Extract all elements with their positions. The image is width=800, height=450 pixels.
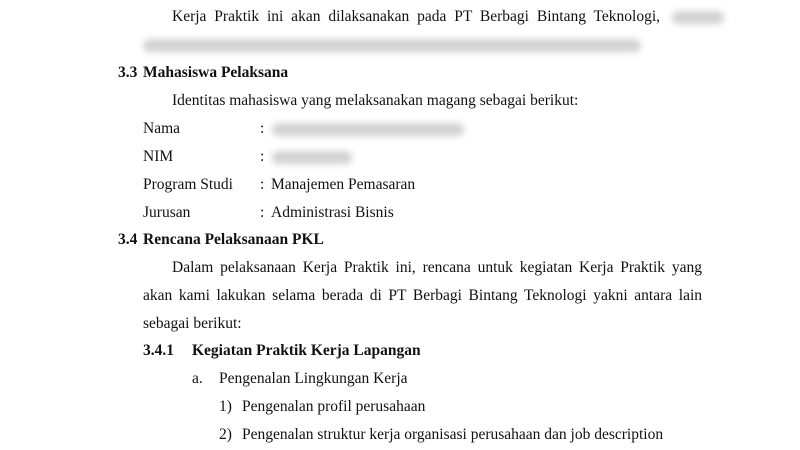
sublist-marker-text: 1) [219,398,232,415]
field-label: Nama [143,120,181,137]
section-title [143,230,324,250]
field-value: Administrasi Bisnis [271,204,394,221]
paragraph-line [172,258,702,278]
field-label-program-studi [143,175,233,195]
redacted-text [672,11,724,24]
sublist-item [242,425,663,445]
field-colon: : [260,204,265,221]
paragraph-line [172,7,660,27]
section-heading [118,230,137,250]
subsection-title-text: Kegiatan Praktik Kerja Lapangan [192,342,421,359]
paragraph-text: Dalam pelaksanaan Kerja Praktik ini, rencana untuk kegiatan Kerja Praktik yang [172,259,702,276]
field-label: Jurusan [143,204,191,221]
field-colon: : [260,120,265,137]
sublist-marker [219,397,232,417]
section-title-text: Mahasiswa Pelaksana [143,64,289,81]
paragraph-line [143,314,242,334]
field-value-jurusan [271,203,394,223]
list-marker-text: a. [192,370,203,387]
section-title-text: Rencana Pelaksanaan PKL [143,231,324,248]
section-title [143,63,288,83]
section-heading [118,63,137,83]
field-label: NIM [143,148,174,165]
redacted-name [272,123,464,136]
sublist-item-text: Pengenalan profil perusahaan [242,398,426,415]
sublist-item-text: Pengenalan struktur kerja organisasi perusahaan dan job description [242,426,664,443]
redacted-nim [272,151,352,164]
list-marker [192,369,203,389]
field-value: Manajemen Pemasaran [271,176,416,193]
subsection-title [192,341,421,361]
paragraph-line [143,286,702,306]
sublist-marker-text: 2) [219,426,232,443]
field-value-program-studi [271,175,415,195]
field-label: Program Studi [143,176,233,193]
list-item [219,369,408,389]
intro-text-content: Identitas mahasiswa yang melaksanakan magang sebagai berikut: [172,92,579,109]
subsection-number-text: 3.4.1 [143,342,174,359]
intro-text [172,91,578,111]
paragraph-text: sebagai berikut: [143,315,242,332]
field-label-jurusan [143,203,190,223]
list-item-text: Pengenalan Lingkungan Kerja [219,370,408,387]
subsection-number [143,341,174,361]
field-colon: : [260,176,265,193]
section-number: 3.3 [118,64,138,81]
section-number: 3.4 [118,231,138,248]
redacted-text [143,39,641,52]
paragraph-text: Kerja Praktik ini akan dilaksanakan pada PT Berbagi Bintang Teknologi, [172,8,661,25]
sublist-marker [219,425,232,445]
paragraph-text: akan kami lakukan selama berada di PT Berbagi Bintang Teknologi yakni antara lain [143,287,702,304]
field-label-nim [143,147,173,167]
field-colon: : [260,148,265,165]
field-label-nama [143,119,180,139]
sublist-item [242,397,425,417]
